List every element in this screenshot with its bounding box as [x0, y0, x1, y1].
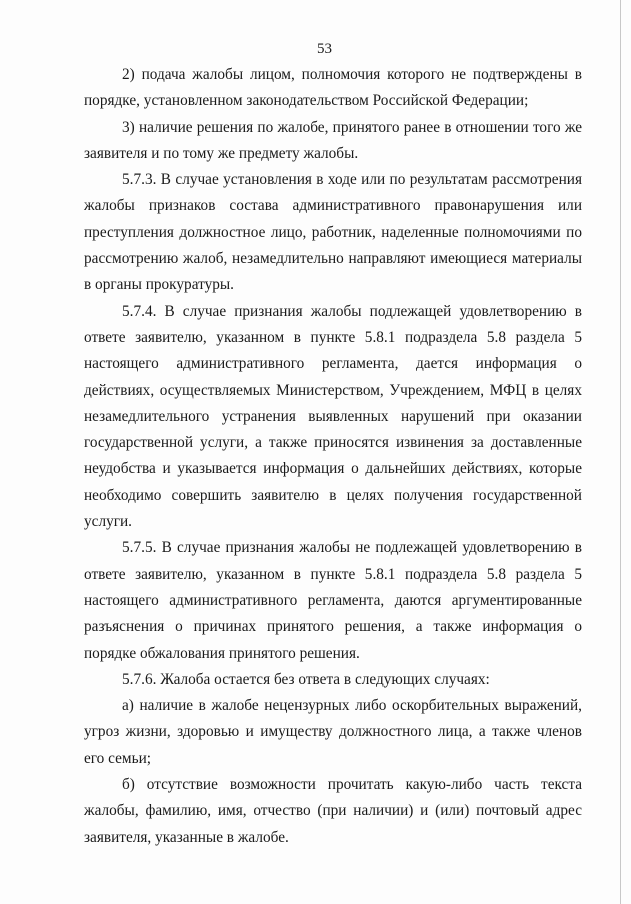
document-body	[84, 62, 582, 851]
page-number: 53	[317, 41, 332, 57]
paragraph-5-7-3: 5.7.3. В случае установления в ходе или по результатам рассмотрения жалобы признаков состава административного правонарушения или преступления должностное лицо, работник, наделенные полномочиями по рассмотрению жалоб, незамедлительно направляют имеющиеся материалы в органы прокуратуры.	[84, 171, 582, 294]
scan-edge-mark	[620, 0, 621, 904]
paragraph-5-7-4: 5.7.4. В случае признания жалобы подлежащей удовлетворению в ответе заявителю, указанном в пункте 5.8.1 подраздела 5.8 раздела 5 настоящего административного регламента, дается информация о действиях, осуществляемых Министерством, Учреждением, МФЦ в целях незамедлительного устранения выявленных нарушений при оказании государственной услуги, а также приносятся извинения за доставленные неудобства и указывается информация о дальнейших действиях, которые необходимо совершить заявителю в целях получения государственной услуги.	[84, 302, 582, 531]
paragraph-5-7-5: 5.7.5. В случае признания жалобы не подлежащей удовлетворению в ответе заявителю, указанном в пункте 5.8.1 подраздела 5.8 раздела 5 настоящего административного регламента, даются аргументированные разъяснения о причинах принятого решения, а также информация о порядке обжалования принятого решения.	[84, 539, 582, 662]
paragraph-item-3: 3) наличие решения по жалобе, принятого ранее в отношении того же заявителя и по тому же предмету жалобы.	[84, 118, 582, 162]
paragraph-item-a: а) наличие в жалобе нецензурных либо оскорбительных выражений, угроз жизни, здоровью и имуществу должностного лица, а также членов его семьи;	[84, 697, 582, 767]
paragraph-5-7-6: 5.7.6. Жалоба остается без ответа в следующих случаях:	[122, 670, 490, 688]
paragraph-item-2: 2) подача жалобы лицом, полномочия которого не подтверждены в порядке, установленном законодательством Российской Федерации;	[84, 66, 582, 110]
paragraph-item-b: б) отсутствие возможности прочитать какую-либо часть текста жалобы, фамилию, имя, отчество (при наличии) и (или) почтовый адрес заявителя, указанные в жалобе.	[84, 776, 582, 846]
